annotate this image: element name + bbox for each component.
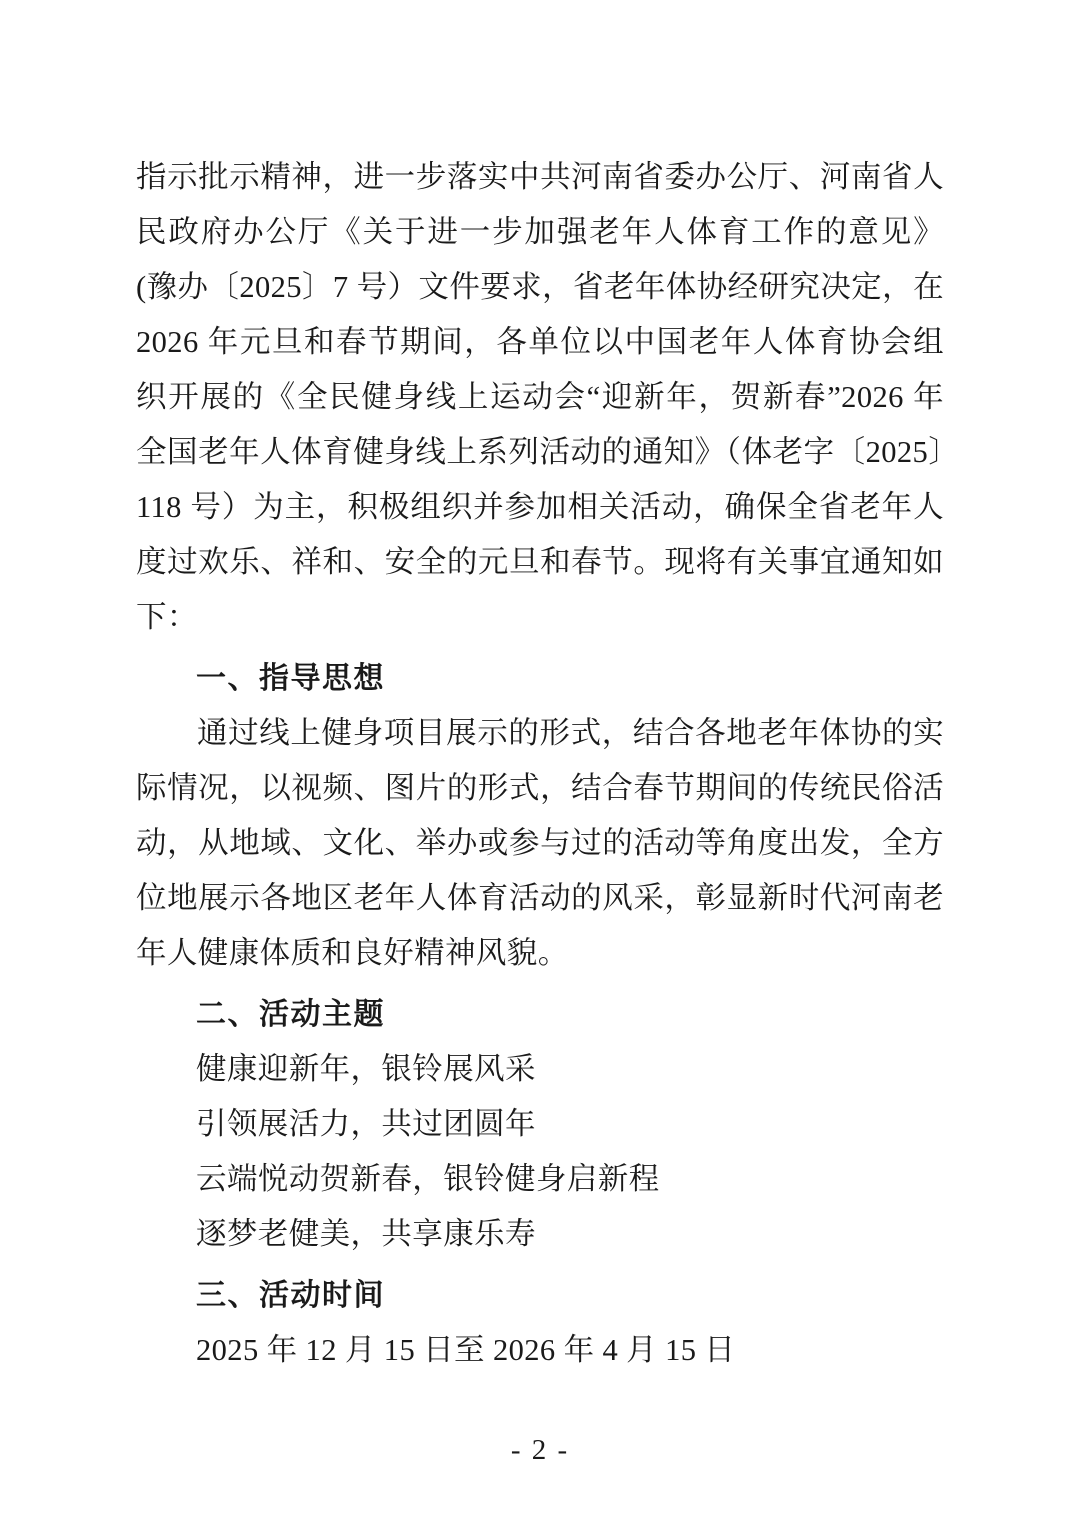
document-body	[136, 150, 944, 1378]
section-paragraph-guiding-ideology: 通过线上健身项目展示的形式，结合各地老年体协的实际情况，以视频、图片的形式，结合春节期间的传统民俗活动，从地域、文化、举办或参与过的活动等角度出发，全方位地展示各地区老年人体育活动的风采，彰显新时代河南老年人健康体质和良好精神风貌。	[136, 716, 944, 970]
section-heading-activity-time: 三、活动时间	[196, 1278, 385, 1313]
section-heading-guiding-ideology: 一、指导思想	[196, 661, 385, 696]
theme-line: 逐梦老健美，共享康乐寿	[196, 1217, 536, 1251]
activity-date-line: 2025 年 12 月 15 日至 2026 年 4 月 15 日	[196, 1333, 736, 1367]
opening-paragraph: 指示批示精神，进一步落实中共河南省委办公厅、河南省人民政府办公厅《关于进一步加强老年人体育工作的意见》(豫办〔2025〕7 号）文件要求，省老年体协经研究决定，在 2026 年元旦和春节期间，各单位以中国老年人体育协会组织开展的《全民健身线上运动会“迎新年，贺新春”2026 年全国老年人体育健身线上系列活动的通知》（体老字〔2025〕118 号）为主，积极组织并参加相关活动，确保全省老年人度过欢乐、祥和、安全的元旦和春节。现将有关事宜通知如下：	[136, 160, 944, 634]
section-heading-activity-theme: 二、活动主题	[196, 997, 385, 1032]
page-number: - 2 -	[510, 1434, 570, 1466]
theme-line: 引领展活力，共过团圆年	[196, 1107, 536, 1141]
theme-line: 云端悦动贺新春，银铃健身启新程	[196, 1162, 660, 1196]
theme-line: 健康迎新年，银铃展风采	[196, 1052, 536, 1086]
